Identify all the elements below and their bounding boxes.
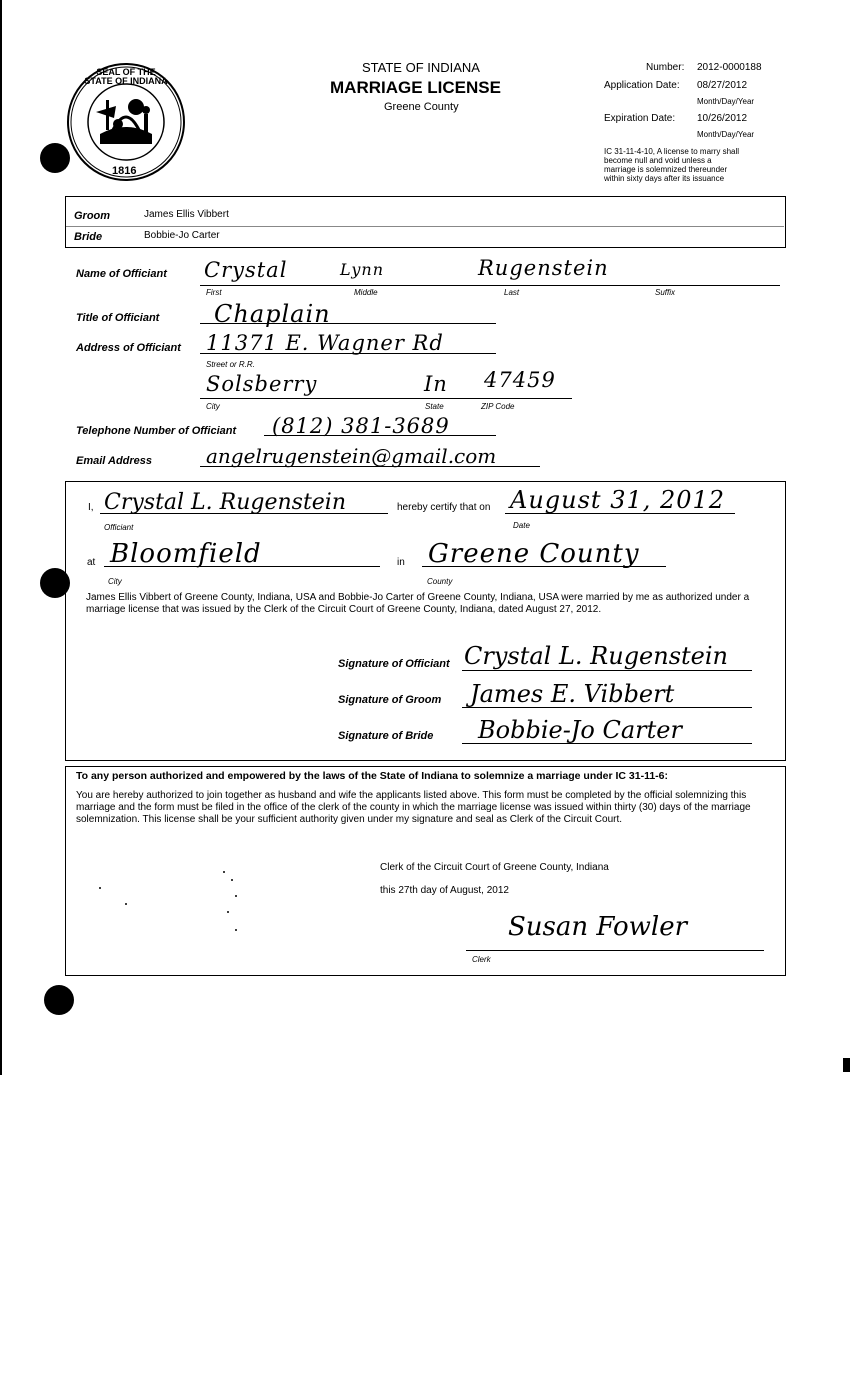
- city-caption: City: [206, 402, 220, 411]
- marriage-statement: James Ellis Vibbert of Greene County, Indiana, USA and Bobbie-Jo Carter of Greene County, Indiana, USA were married by me as authorized under a marriage license that was issued by the Clerk of the Circuit Court of Greene County, Indiana, dated August 27, 2012.: [86, 592, 750, 615]
- couple-divider: [66, 226, 784, 227]
- officiant-title-label: Title of Officiant: [76, 312, 160, 324]
- application-date-label: Application Date:: [604, 80, 680, 91]
- certify-text: hereby certify that on: [397, 502, 491, 513]
- application-date-format: Month/Day/Year: [697, 97, 755, 106]
- certify-city-value: Bloomfield: [110, 539, 262, 569]
- certify-in-label: in: [397, 557, 405, 568]
- bride-signature-line: [462, 743, 752, 744]
- expiration-date-format: Month/Day/Year: [697, 130, 755, 139]
- officiant-name-line: [200, 285, 780, 286]
- certify-date-line: [505, 513, 735, 514]
- embossed-seal-mark: [96, 860, 256, 940]
- groom-signature-line: [462, 707, 752, 708]
- email-line: [200, 466, 540, 467]
- validity-note-line: marriage is solemnized thereunder: [604, 165, 728, 174]
- email-label: Email Address: [76, 455, 153, 467]
- certify-county-line: [422, 566, 666, 567]
- seal-year: 1816: [112, 165, 137, 177]
- certify-officiant-signature: Crystal L. Rugenstein: [104, 490, 347, 515]
- middle-caption: Middle: [354, 288, 378, 297]
- validity-note-line: become null and void unless a: [604, 156, 712, 165]
- validity-note-line: within sixty days after its issuance: [604, 174, 725, 183]
- last-caption: Last: [504, 288, 520, 297]
- suffix-caption: Suffix: [655, 288, 676, 297]
- header-county: Greene County: [384, 101, 459, 113]
- officiant-zip-value: 47459: [484, 368, 556, 392]
- email-value: angelrugenstein@gmail.com: [206, 444, 497, 468]
- officiant-city-value: Solsberry: [206, 372, 318, 396]
- number-value: 2012-0000188: [697, 62, 762, 73]
- title-line: [200, 323, 496, 324]
- officiant-street-value: 11371 E. Wagner Rd: [206, 331, 444, 355]
- officiant-signature-line: [462, 670, 752, 671]
- officiant-signature: Crystal L. Rugenstein: [464, 642, 729, 670]
- application-date-value: 08/27/2012: [697, 80, 748, 91]
- certify-date-value: August 31, 2012: [510, 486, 726, 514]
- officiant-phone-value: (812) 381-3689: [272, 414, 450, 438]
- seal-text: SEAL OF THE STATE OF INDIANA: [84, 67, 168, 86]
- clerk-date-line: this 27th day of August, 2012: [380, 885, 509, 896]
- bride-label: Bride: [74, 231, 103, 243]
- officiant-name-label: Name of Officiant: [76, 268, 167, 280]
- authorization-heading: To any person authorized and empowered by the laws of the State of Indiana to solemnize a marriage under IC 31-11-6:: [76, 770, 669, 782]
- authorization-body: You are hereby authorized to join together as husband and wife the applicants listed above. This form must be completed by the official solemnizing this marriage and the form must be filed in the office of the clerk of the county in which the marriage license was issued within thirty (30) days of the marriage solemnization. This license shall be your sufficient authority given under my signature and seal as Clerk of the Circuit Court.: [76, 790, 751, 825]
- certify-at-label: at: [87, 557, 96, 568]
- page-title: MARRIAGE LICENSE: [330, 78, 501, 97]
- groom-signature-label: Signature of Groom: [338, 694, 442, 706]
- scan-edge-mark-right: [843, 1058, 850, 1072]
- city-line: [200, 398, 572, 399]
- bride-signature: Bobbie-Jo Carter: [478, 716, 682, 744]
- certify-county-value: Greene County: [428, 539, 640, 569]
- officiant-middle-name: Lynn: [340, 260, 384, 279]
- validity-note-line: IC 31-11-4-10, A license to marry shall: [604, 147, 740, 156]
- date-caption: Date: [513, 521, 530, 530]
- officiant-signature-label: Signature of Officiant: [338, 658, 450, 670]
- expiration-date-value: 10/26/2012: [697, 113, 748, 124]
- state-seal: [66, 62, 186, 182]
- header-state: STATE OF INDIANA: [362, 60, 480, 75]
- officiant-last-name: Rugenstein: [478, 256, 609, 280]
- clerk-signature: Susan Fowler: [508, 912, 688, 942]
- street-line: [200, 353, 496, 354]
- officiant-state-value: In: [424, 372, 448, 396]
- bride-signature-label: Signature of Bride: [338, 730, 434, 742]
- bride-value: Bobbie-Jo Carter: [144, 230, 220, 241]
- officiant-phone-label: Telephone Number of Officiant: [76, 425, 237, 437]
- officiant-first-name: Crystal: [204, 258, 288, 282]
- street-caption: Street or R.R.: [206, 360, 255, 369]
- number-label: Number:: [646, 62, 685, 73]
- certify-county-caption: County: [427, 577, 453, 586]
- expiration-date-label: Expiration Date:: [604, 113, 676, 124]
- clerk-signature-line: [466, 950, 764, 951]
- certify-i-label: I,: [88, 502, 94, 513]
- certify-city-caption: City: [108, 577, 122, 586]
- first-caption: First: [206, 288, 222, 297]
- certify-officiant-line: [100, 513, 388, 514]
- validity-note: [604, 147, 739, 183]
- certify-city-line: [104, 566, 380, 567]
- clerk-caption: Clerk: [472, 955, 491, 964]
- groom-value: James Ellis Vibbert: [144, 209, 229, 220]
- clerk-of-court-line: Clerk of the Circuit Court of Greene County, Indiana: [380, 862, 609, 873]
- officiant-caption: Officiant: [104, 523, 134, 532]
- officiant-title-value: Chaplain: [214, 300, 331, 328]
- groom-label: Groom: [74, 210, 111, 222]
- groom-signature: James E. Vibbert: [470, 680, 675, 708]
- officiant-address-label: Address of Officiant: [76, 342, 181, 354]
- punch-hole-3: [44, 985, 74, 1015]
- state-caption: State: [425, 402, 444, 411]
- scan-edge-mark-left: [0, 0, 2, 1075]
- zip-caption: ZIP Code: [481, 402, 515, 411]
- phone-line: [264, 435, 496, 436]
